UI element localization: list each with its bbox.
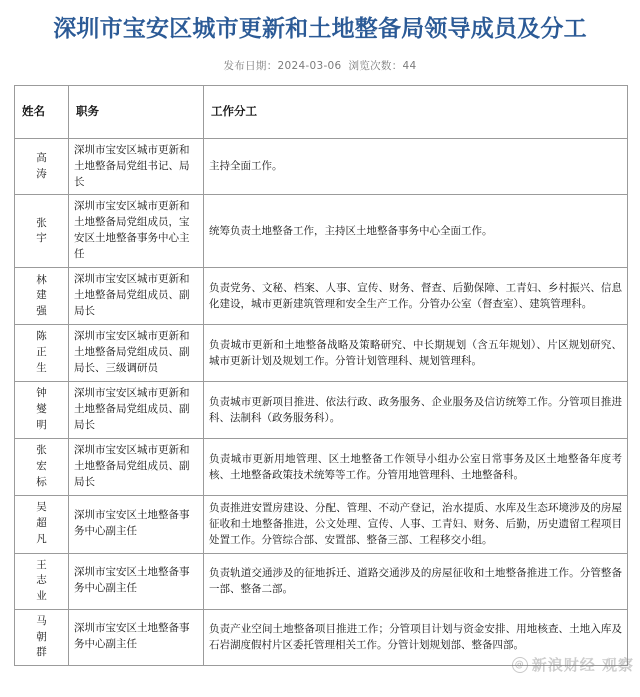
leader-duty: 负责城市更新项目推进、依法行政、政务服务、企业服务及信访统筹工作。分管项目推进科、法制科（政务服务科）。 — [209, 395, 622, 424]
table-row — [15, 609, 628, 665]
leader-duty: 负责产业空间土地整备项目推进工作；分管项目计划与资金安排、用地核查、土地入库及石岩湖度假村片区委托管理相关工作。分管计划规划部、整备四部。 — [209, 623, 622, 652]
cell-name — [15, 438, 69, 495]
cell-name — [15, 325, 69, 382]
cell-duty — [204, 325, 628, 382]
leader-post: 深圳市宝安区土地整备事务中心副主任 — [74, 566, 190, 595]
cell-duty — [204, 553, 628, 609]
column-header-name: 姓名 — [15, 85, 69, 138]
leader-duty: 负责轨道交通涉及的征地拆迁、道路交通涉及的房屋征收和土地整备推进工作。分管整备一部、整备二部。 — [209, 566, 622, 596]
table-row — [15, 495, 628, 553]
leader-duty: 负责城市更新和土地整备战略及策略研究、中长期规划（含五年规划）、片区规划研究、城市更新计划及规划工作。分管计划管理科、规划管理科。 — [209, 338, 622, 368]
publish-date: 发布日期：2024-03-06 — [223, 59, 342, 72]
cell-duty — [204, 381, 628, 438]
cell-post — [69, 553, 204, 609]
article-meta — [0, 44, 640, 85]
view-count: 浏览次数：44 — [348, 59, 417, 72]
leader-name: 王志业 — [36, 558, 47, 602]
cell-duty — [204, 609, 628, 665]
cell-post — [69, 138, 204, 195]
leader-post: 深圳市宝安区城市更新和土地整备局党组成员，宝安区土地整备事务中心主任 — [74, 200, 190, 261]
leader-name: 高涛 — [36, 151, 47, 180]
leader-duty: 主持全面工作。 — [209, 160, 283, 173]
leader-duty: 负责党务、文秘、档案、人事、宣传、财务、督查、后勤保障、工青妇、乡村振兴、信息化建设，城市更新建筑管理和安全生产工作。分管办公室（督查室）、建筑管理科。 — [209, 281, 622, 311]
column-header-duty: 工作分工 — [204, 85, 628, 138]
leader-post: 深圳市宝安区土地整备事务中心副主任 — [74, 622, 190, 651]
leader-name: 张宏标 — [36, 444, 47, 488]
leader-name: 陈正生 — [36, 330, 47, 374]
table-row — [15, 438, 628, 495]
column-header-post: 职务 — [69, 85, 204, 138]
cell-duty — [204, 495, 628, 553]
leader-post: 深圳市宝安区城市更新和土地整备局党组成员、副局长 — [74, 443, 190, 488]
table-body — [15, 138, 628, 665]
leaders-table — [14, 85, 628, 666]
leader-name: 张宇 — [36, 216, 47, 245]
cell-post — [69, 495, 204, 553]
cell-post — [69, 381, 204, 438]
leader-post: 深圳市宝安区城市更新和土地整备局党组书记、局长 — [74, 143, 190, 188]
cell-duty — [204, 268, 628, 325]
cell-name — [15, 495, 69, 553]
cell-post — [69, 268, 204, 325]
table-header-row — [15, 85, 628, 138]
leader-duty: 负责推进安置房建设、分配、管理、不动产登记，治水提质、水库及生态环境涉及的房屋征收和土地整备推进，公文处理、宣传、人事、工青妇、财务、后勤，历史遗留工程项目处置工作。分管综合部、安置部、整备三部、工程移交小组。 — [209, 501, 622, 547]
cell-post — [69, 609, 204, 665]
cell-duty — [204, 438, 628, 495]
cell-name — [15, 381, 69, 438]
cell-post — [69, 195, 204, 268]
cell-name — [15, 553, 69, 609]
cell-name — [15, 268, 69, 325]
table-row — [15, 268, 628, 325]
leader-post: 深圳市宝安区城市更新和土地整备局党组成员、副局长、三级调研员 — [74, 330, 190, 375]
leader-post: 深圳市宝安区土地整备事务中心副主任 — [74, 509, 190, 538]
table-header — [15, 85, 628, 138]
cell-name — [15, 609, 69, 665]
table-row — [15, 553, 628, 609]
table-row — [15, 138, 628, 195]
leader-name: 吴超凡 — [36, 501, 47, 545]
cell-name — [15, 195, 69, 268]
leaders-table-container — [14, 85, 628, 666]
leader-name: 马朝群 — [36, 614, 47, 659]
cell-post — [69, 438, 204, 495]
cell-name — [15, 138, 69, 195]
table-row — [15, 325, 628, 382]
table-row — [15, 381, 628, 438]
leader-duty: 统筹负责土地整备工作，主持区土地整备事务中心全面工作。 — [209, 225, 493, 238]
cell-post — [69, 325, 204, 382]
leader-name: 钟燮明 — [36, 387, 47, 431]
watermark-text: 新浪财经 观察 — [531, 656, 634, 674]
leader-post: 深圳市宝安区城市更新和土地整备局党组成员、副局长 — [74, 273, 190, 318]
cell-duty — [204, 195, 628, 268]
cell-duty — [204, 138, 628, 195]
page-title: 深圳市宝安区城市更新和土地整备局领导成员及分工 — [53, 16, 587, 42]
leader-duty: 负责城市更新用地管理、区土地整备工作领导小组办公室日常事务及区土地整备年度考核、土地整备政策技术统筹等工作。分管用地管理科、土地整备科。 — [209, 452, 622, 481]
leader-post: 深圳市宝安区城市更新和土地整备局党组成员、副局长 — [74, 386, 190, 431]
leader-name: 林建强 — [36, 273, 47, 318]
table-row — [15, 195, 628, 268]
